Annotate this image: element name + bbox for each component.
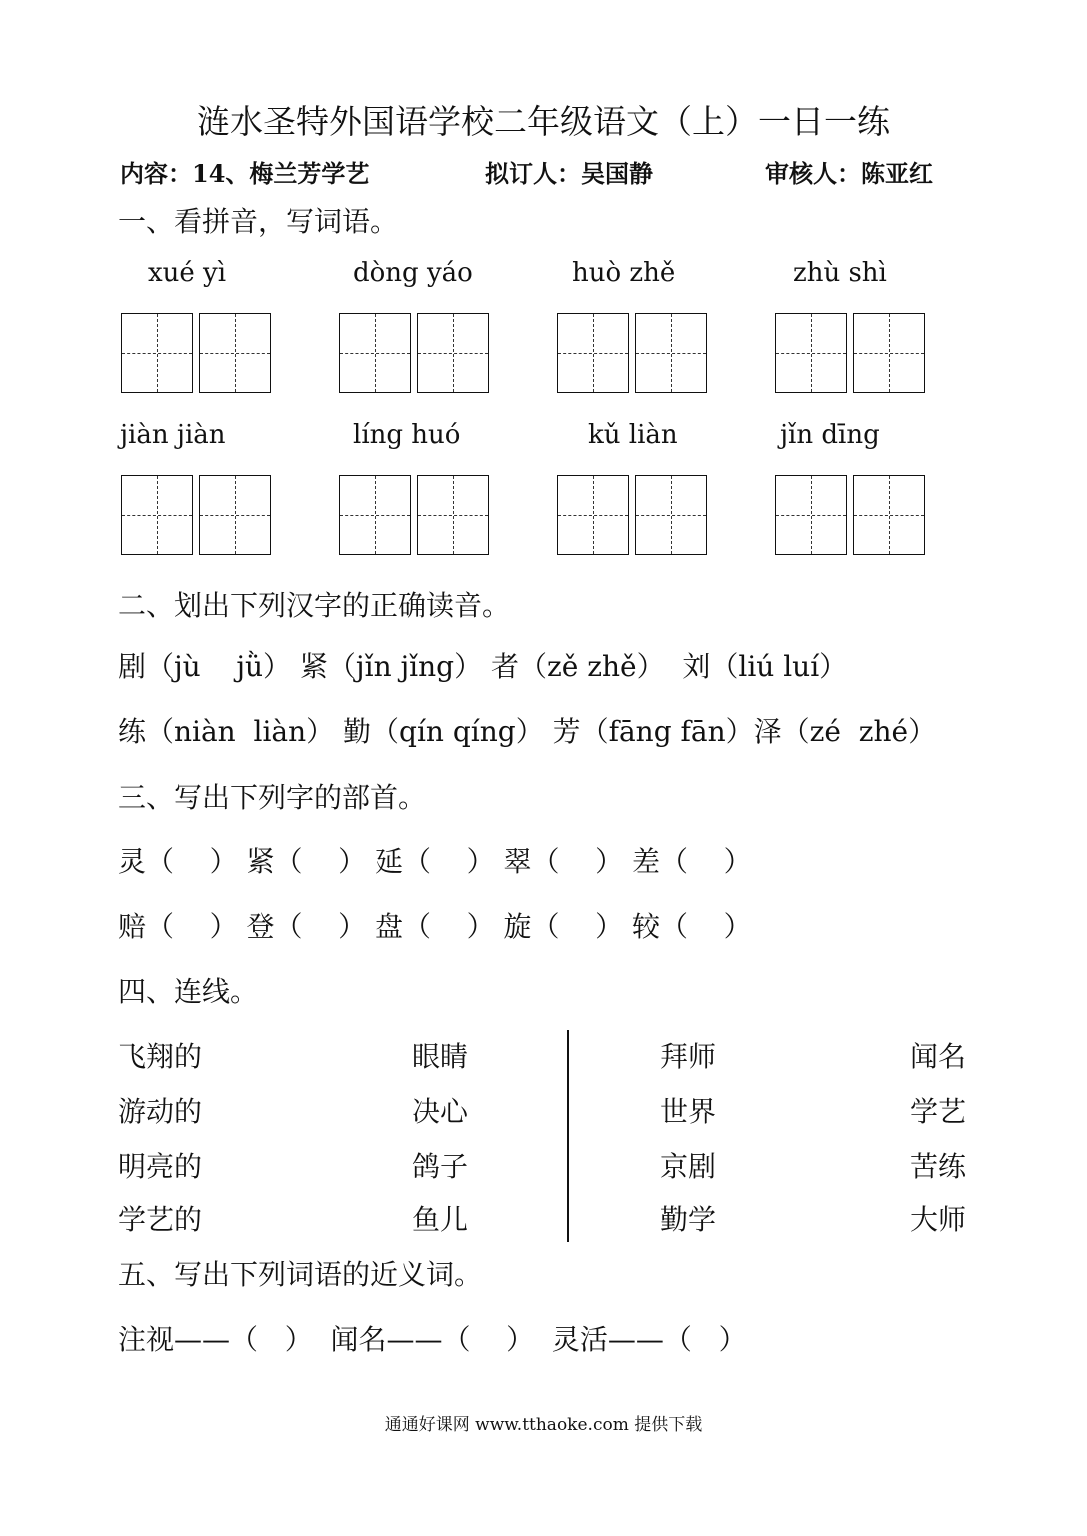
radical-line-2: 赔（ ） 登（ ） 盘（ ） 旋（ ） 较（ ） [118,910,752,943]
match-left-b[interactable]: 决心 [412,1095,469,1128]
section1-heading: 一、看拼音，写词语。 [118,205,399,238]
grid-cell[interactable] [199,313,271,393]
grid-cell[interactable] [121,475,193,555]
match-right-b[interactable]: 闻名 [910,1040,967,1073]
grid-cell[interactable] [417,475,489,555]
match-right-a[interactable]: 京剧 [660,1150,717,1183]
grid-cell[interactable] [853,313,925,393]
pinyin-4: zhù shì [793,258,887,288]
writing-grid[interactable] [775,313,931,393]
match-left-a[interactable]: 学艺的 [118,1203,203,1236]
match-right-b[interactable]: 学艺 [910,1095,967,1128]
writing-grid[interactable] [557,313,713,393]
footer-text: 通通好课网 www.tthaoke.com 提供下载 [384,1415,703,1435]
match-left-a[interactable]: 明亮的 [118,1150,203,1183]
section2-heading: 二、划出下列汉字的正确读音。 [118,589,511,622]
writing-grid[interactable] [121,313,277,393]
pinyin-6: líng huó [353,420,461,450]
content-label: 内容：14、梅兰芳学艺 [120,159,370,188]
writing-grid[interactable] [557,475,713,555]
radical-line-1: 灵（ ） 紧（ ） 延（ ） 翠（ ） 差（ ） [118,845,752,878]
grid-cell[interactable] [557,313,629,393]
reading-line-1: 剧（jù jǜ） 紧（jǐn jǐng） 者（zě zhě） 刘（liú luí） [118,650,848,683]
grid-cell[interactable] [775,313,847,393]
pinyin-5: jiàn jiàn [120,420,226,450]
section5-heading: 五、写出下列词语的近义词。 [118,1258,483,1291]
match-right-a[interactable]: 拜师 [660,1040,717,1073]
pinyin-1: xué yì [148,258,227,288]
divider-line [567,1030,569,1242]
section4-heading: 四、连线。 [118,975,259,1008]
page-title: 涟水圣特外国语学校二年级语文（上）一日一练 [197,102,890,141]
writing-grid[interactable] [339,475,495,555]
reading-line-2: 练（niàn liàn） 勤（qín qíng） 芳（fāng fān）泽（zé zhé） [118,715,937,748]
match-left-a[interactable]: 游动的 [118,1095,203,1128]
pinyin-2: dòng yáo [353,258,473,288]
reviewer-label: 审核人：陈亚红 [765,159,933,188]
writing-grid[interactable] [339,313,495,393]
match-right-b[interactable]: 苦练 [910,1150,967,1183]
grid-cell[interactable] [635,313,707,393]
match-right-b[interactable]: 大师 [910,1203,967,1236]
match-left-b[interactable]: 眼睛 [412,1040,469,1073]
grid-cell[interactable] [339,475,411,555]
writing-grid[interactable] [121,475,277,555]
match-right-a[interactable]: 世界 [660,1095,717,1128]
match-left-a[interactable]: 飞翔的 [118,1040,203,1073]
synonym-line: 注视——（ ） 闻名——（ ） 灵活——（ ） [118,1323,747,1356]
match-right-a[interactable]: 勤学 [660,1203,717,1236]
grid-cell[interactable] [775,475,847,555]
grid-cell[interactable] [417,313,489,393]
pinyin-8: jǐn dīng [780,420,880,450]
match-left-b[interactable]: 鱼儿 [412,1203,469,1236]
grid-cell[interactable] [557,475,629,555]
grid-cell[interactable] [853,475,925,555]
pinyin-7: kǔ liàn [588,420,678,450]
pinyin-3: huò zhě [572,258,676,288]
grid-cell[interactable] [339,313,411,393]
writing-grid[interactable] [775,475,931,555]
section3-heading: 三、写出下列字的部首。 [118,781,427,814]
author-label: 拟订人：吴国静 [485,159,653,188]
grid-cell[interactable] [635,475,707,555]
grid-cell[interactable] [199,475,271,555]
match-left-b[interactable]: 鸽子 [412,1150,469,1183]
grid-cell[interactable] [121,313,193,393]
